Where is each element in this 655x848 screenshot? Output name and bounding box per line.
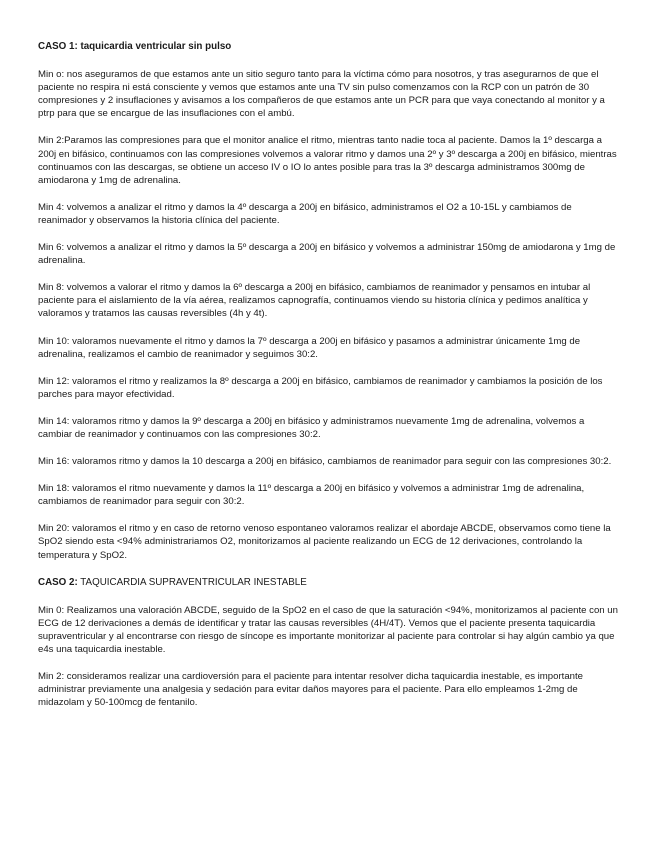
case-2-paragraph: Min 2: consideramos realizar una cardioversión para el paciente para intentar resolver dicha taquicardia inestable, es importante administrar previamente una analgesia y sedación para evitar daños mayores para el paciente. Para ello empleamos 1-2mg de midazolam y 50-100mcg de fentanilo. — [38, 671, 584, 709]
case-1-paragraph: Min o: nos aseguramos de que estamos ante un sitio seguro tanto para la víctima cómo para nosotros, y tras asegurarnos de que el paciente no respira ni está consciente y vemos que estamos ante una TV sin pulso comenzamos con la RCP con un patrón de 30 compresiones y 2 insuflaciones y avisamos a los compañeros de que estamos ante un PCR para que vaya conectando al monitor y a ptrp para que se encargue de las insuflaciones con el ambú. — [38, 69, 605, 120]
case-1-paragraph: Min 16: valoramos ritmo y damos la 10 descarga a 200j en bifásico, cambiamos de reanimador para seguir con las compresiones 30:2. — [38, 456, 612, 468]
case-1-paragraph: Min 18: valoramos el ritmo nuevamente y damos la 11º descarga a 200j en bifásico y volvemos a administrar 1mg de adrenalina, cambiamos de reanimador para seguir con 30:2. — [38, 483, 585, 508]
case-1-paragraph: Min 4: volvemos a analizar el ritmo y damos la 4º descarga a 200j en bifásico, administramos el O2 a 10-15L y cambiamos de reanimador y observamos la historia clínica del paciente. — [38, 201, 572, 226]
case-1-paragraph: Min 12: valoramos el ritmo y realizamos la 8º descarga a 200j en bifásico, cambiamos de reanimador y cambiamos la posición de los parches para mayor efectividad. — [38, 375, 603, 400]
case-2-title — [38, 576, 619, 589]
case-1-paragraph: Min 10: valoramos nuevamente el ritmo y damos la 7º descarga a 200j en bifásico y pasamos a administrar únicamente 1mg de adrenalina, realizamos el cambio de reanimador y seguimos 30:2. — [38, 335, 581, 360]
case-1-paragraph: Min 14: valoramos ritmo y damos la 9º descarga a 200j en bifásico y administramos nuevamente 1mg de adrenalina, volvemos a cambiar de reanimador y continuamos con las compresiones 30:2. — [38, 415, 585, 440]
case-2-title-label: CASO 2: — [38, 576, 78, 588]
case-2-body — [38, 604, 619, 710]
case-1-paragraph: Min 6: volvemos a analizar el ritmo y damos la 5º descarga a 200j en bifásico y volvemos a administrar 150mg de amiodarona y 1mg de adrenalina. — [38, 242, 616, 267]
case-1-body — [38, 68, 619, 562]
case-1-paragraph: Min 8: volvemos a valorar el ritmo y damos la 6º descarga a 200j en bifásico, cambiamos de reanimador y pensamos en intubar al paciente para el aislamiento de la vía aérea, realizamos capnografía, continuamos viendo su historia clínica y pedimos analítica y valoramos y tratamos las causas reversibles (4h y 4t). — [38, 282, 591, 320]
case-1-paragraph: Min 20: valoramos el ritmo y en caso de retorno venoso espontaneo valoramos realizar el abordaje ABCDE, observamos como tiene la SpO2 siendo esta <94% administrariamos O2, monitorizamos al paciente realizando un ECG de 12 derivaciones, controlando la temperatura y SpO2. — [38, 523, 611, 561]
case-1-title: CASO 1: taquicardia ventricular sin pulso — [38, 41, 232, 52]
case-1-paragraph: Min 2:Paramos las compresiones para que el monitor analice el ritmo, mientras tanto nadie toca al paciente. Damos la 1º descarga a 200j en bifásico, continuamos con las compresiones volvemos a valorar ritmo y damos una 2º y 3º descarga a 200j en bifásico, mientras continuamos con las descargas, se obtiene un acceso IV o IO lo antes posible para tras la 3º descarga administramos 300mg de amiodarona y 1mg de adrenalina. — [38, 135, 617, 186]
case-2-title-text: TAQUICARDIA SUPRAVENTRICULAR INESTABLE — [77, 576, 307, 588]
case-2-paragraph: Min 0: Realizamos una valoración ABCDE, seguido de la SpO2 en el caso de que la saturación <94%, monitorizamos al paciente con un ECG de 12 derivaciones a demás de identificar y tratar las causas reversibles (4H/4T). Vemos que el paciente presenta taquicardia supraventricular y al encontrarse con riesgo de síncope es importante monitorizar al paciente para controlar si hay algún cambio ya que e4s una taquicardia inestable. — [38, 604, 618, 655]
